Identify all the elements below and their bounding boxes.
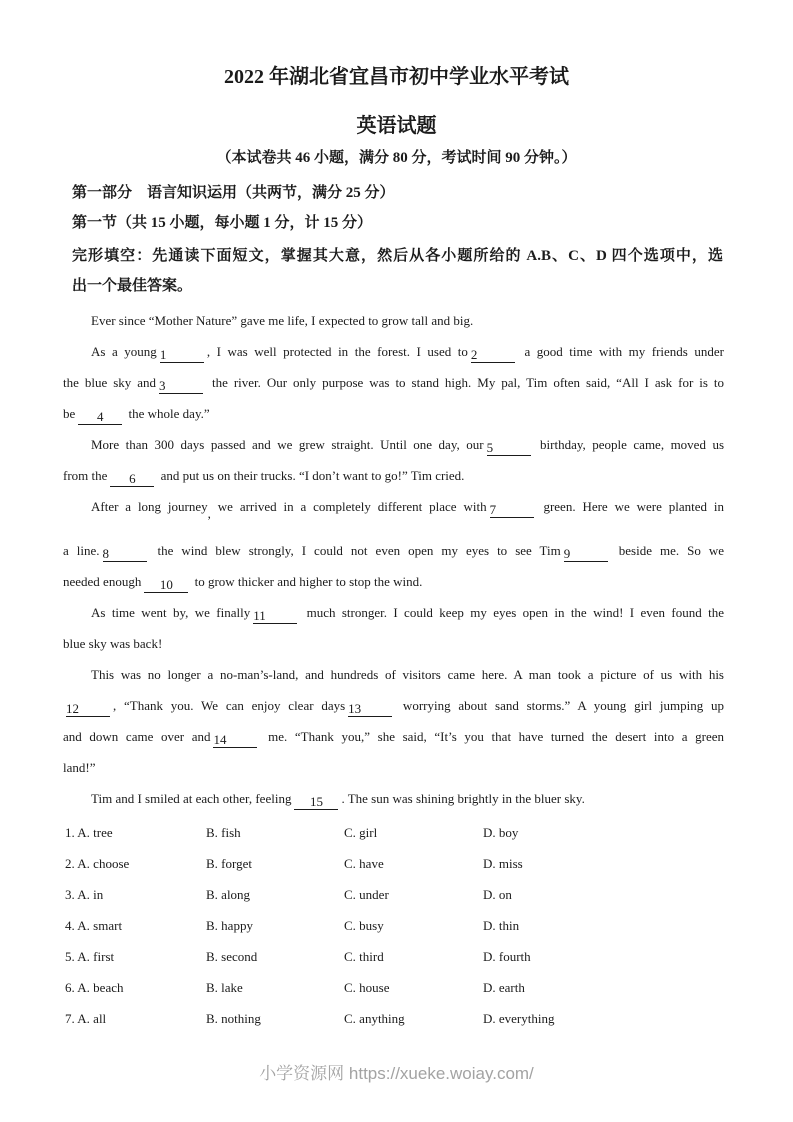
- passage-text: Tim and I smiled at each other, feeling: [91, 791, 292, 806]
- cloze-blank-11: 11: [253, 608, 297, 624]
- option-row-5: [65, 941, 793, 972]
- cloze-blank-13: 13: [348, 701, 392, 717]
- option-cell-5c: C. third: [344, 949, 384, 964]
- passage-text: the whole day.”: [125, 406, 210, 421]
- passage-line: [63, 721, 724, 752]
- option-row-6: [65, 972, 793, 1003]
- cloze-blank-8: 8: [103, 546, 147, 562]
- option-cell-3c: C. under: [344, 887, 389, 902]
- option-cell-5a: 5. A. first: [65, 949, 115, 964]
- passage-line: [63, 491, 724, 522]
- option-cell-3b: B. along: [206, 887, 251, 902]
- passage-line: [63, 659, 724, 690]
- passage-text: More than 300 days passed and we grew straight. Until one day, our: [91, 437, 484, 452]
- passage-line: [63, 429, 724, 460]
- passage-text: to grow thicker and higher to stop the wind.: [191, 574, 423, 589]
- cloze-blank-3: 3: [159, 378, 203, 394]
- passage-line: [63, 597, 724, 628]
- option-row-7: [65, 1003, 793, 1034]
- option-cell-1b: B. fish: [206, 825, 241, 840]
- cloze-blank-1: 1: [160, 347, 204, 363]
- option-cell-5b: B. second: [206, 949, 258, 964]
- passage-text: and down came over and: [63, 729, 211, 744]
- cloze-blank-2: 2: [471, 347, 515, 363]
- passage-text: needed enough: [63, 574, 142, 589]
- option-cell-4a: 4. A. smart: [65, 918, 123, 933]
- cloze-blank-9: 9: [564, 546, 608, 562]
- option-cell-3d: D. on: [483, 887, 512, 902]
- cloze-blank-5: 5: [487, 440, 531, 456]
- option-cell-7a: 7. A. all: [65, 1011, 107, 1026]
- passage-text: the wind blew strongly, I could not even open my eyes to see Tim: [149, 543, 561, 558]
- passage-line: [63, 398, 724, 429]
- passage-text: a line.: [63, 543, 100, 558]
- option-cell-1d: D. boy: [483, 825, 519, 840]
- passage-text: This was no longer a no-man’s-land, and hundreds of visitors came here. A man took a picture of us with his: [91, 667, 724, 682]
- footer: [0, 1062, 793, 1086]
- option-cell-2b: B. forget: [206, 856, 252, 871]
- option-cell-2d: D. miss: [483, 856, 523, 871]
- passage-text: blue sky was back!: [63, 636, 163, 651]
- passage-line: [63, 752, 724, 783]
- option-cell-6a: 6. A. beach: [65, 980, 124, 995]
- passage-text: Ever since “Mother Nature” gave me life, I expected to grow tall and big.: [91, 313, 474, 328]
- option-cell-7c: C. anything: [344, 1011, 405, 1026]
- option-cell-6d: D. earth: [483, 980, 525, 995]
- passage-text: beside me. So we: [610, 543, 725, 558]
- option-cell-6c: C. house: [344, 980, 390, 995]
- option-cell-3a: 3. A. in: [65, 887, 104, 902]
- option-row-2: [65, 848, 793, 879]
- passage-text: After a long journey: [91, 499, 208, 514]
- passage-text: much stronger. I could keep my eyes open in the wind! I even found the: [300, 605, 724, 620]
- option-row-4: [65, 910, 793, 941]
- passage-text: As a young: [91, 344, 157, 359]
- paper-info: （本试卷共 46 小题，满分 80 分，考试时间 90 分钟。）: [216, 150, 577, 166]
- passage-text: the blue sky and: [63, 375, 156, 390]
- passage-line: [63, 367, 724, 398]
- page-subtitle: 英语试题: [356, 115, 437, 137]
- cloze-blank-15: 15: [294, 794, 338, 810]
- passage-line: [63, 336, 724, 367]
- footer-link[interactable]: 小学资源网 https://xueke.woiay.com/: [259, 1064, 534, 1083]
- cloze-passage: [63, 305, 793, 814]
- passage-text: worrying about sand storms.” A young girl jumping up: [395, 698, 725, 713]
- cloze-blank-12: 12: [66, 701, 110, 717]
- instructions-line1: 完形填空：先通读下面短文，掌握其大意，然后从各小题所给的 A.B、C、D 四个选项中，选: [72, 248, 723, 264]
- option-row-1: [65, 817, 793, 848]
- option-cell-4b: B. happy: [206, 918, 253, 933]
- passage-text: green. Here we were planted in: [536, 499, 724, 514]
- option-cell-7d: D. everything: [483, 1011, 555, 1026]
- passage-line: [63, 460, 724, 491]
- cloze-blank-7: 7: [490, 502, 534, 518]
- subscript-comma: ,: [207, 506, 211, 521]
- passage-text: land!”: [63, 760, 96, 775]
- option-cell-4c: C. busy: [344, 918, 384, 933]
- option-cell-4d: D. thin: [483, 918, 520, 933]
- passage-text: birthday, people came, moved us: [533, 437, 725, 452]
- option-cell-1a: 1. A. tree: [65, 825, 113, 840]
- passage-text: . The sun was shining brightly in the bluer sky.: [341, 791, 585, 806]
- instructions-line2: 出一个最佳答案。: [72, 278, 193, 294]
- option-cell-6b: B. lake: [206, 980, 243, 995]
- passage-line: [63, 783, 724, 814]
- option-cell-1c: C. girl: [344, 825, 378, 840]
- section1-heading: 第一节（共 15 小题，每小题 1 分，计 15 分）: [72, 215, 373, 231]
- passage-text: , I was well protected in the forest. I used to: [206, 344, 468, 359]
- cloze-blank-6: 6: [110, 471, 154, 487]
- option-cell-2c: C. have: [344, 856, 384, 871]
- option-row-3: [65, 879, 793, 910]
- passage-text: , “Thank you. We can enjoy clear days: [113, 698, 346, 713]
- passage-line: [63, 690, 724, 721]
- passage-line: [63, 305, 724, 336]
- option-cell-7b: B. nothing: [206, 1011, 261, 1026]
- passage-line: [63, 566, 724, 597]
- passage-text: we arrived in a completely different place with: [210, 499, 487, 514]
- passage-text: As time went by, we finally: [91, 605, 251, 620]
- passage-text: and put us on their trucks. “I don’t want to go!” Tim cried.: [157, 468, 465, 483]
- page-title: 2022 年湖北省宜昌市初中学业水平考试: [224, 66, 569, 88]
- cloze-blank-14: 14: [213, 732, 257, 748]
- passage-line: [63, 535, 724, 566]
- passage-line: [63, 628, 724, 659]
- part1-heading: 第一部分 语言知识运用（共两节，满分 25 分）: [72, 185, 395, 201]
- passage-text: from the: [63, 468, 108, 483]
- cloze-blank-10: 10: [144, 577, 188, 593]
- cloze-instructions: [72, 241, 723, 301]
- passage-text: be: [63, 406, 76, 421]
- passage-text: a good time with my friends under: [517, 344, 725, 359]
- passage-text: the river. Our only purpose was to stand high. My pal, Tim often said, “All I ask for is to: [206, 375, 724, 390]
- option-cell-2a: 2. A. choose: [65, 856, 130, 871]
- passage-text: me. “Thank you,” she said, “It’s you that have turned the desert into a green: [260, 729, 724, 744]
- options-table: [65, 817, 793, 1034]
- cloze-blank-4: 4: [78, 409, 122, 425]
- option-cell-5d: D. fourth: [483, 949, 531, 964]
